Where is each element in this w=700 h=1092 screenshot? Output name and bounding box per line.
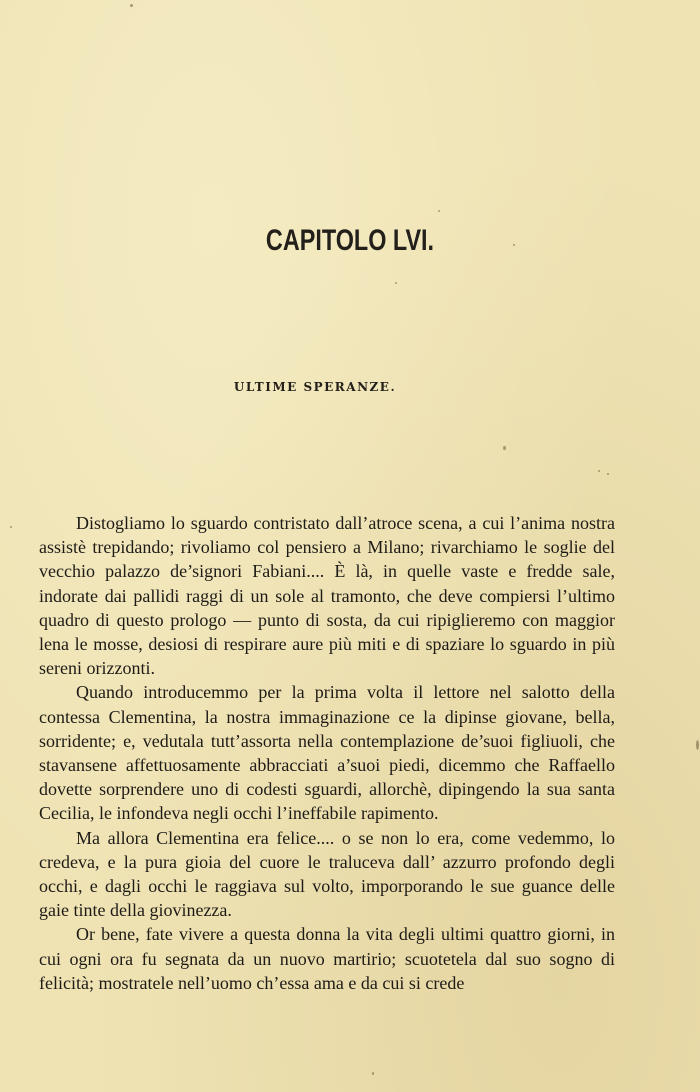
paragraph-3: Ma allora Clementina era felice.... o se non lo era, come vedemmo, lo credeva, e la pura gioia del cuore le traluceva dall’ azzurro profondo degli occhi, e dagli occhi le raggiava sul volto, imporporando le sue guance delle gaie tinte della giovinezza. (39, 827, 615, 921)
chapter-subtitle: ULTIME SPERANZE. (233, 380, 397, 394)
paper-speck (696, 740, 699, 750)
paper-speck (130, 4, 133, 7)
paragraph-4: Or bene, fate vivere a questa donna la vita degli ultimi quattro giorni, in cui ogni ora fu segnata da un nuovo martirio; scuotetela dal suo sogno di felicità; mostratele nell’uomo ch’essa ama e da cui si crede (39, 924, 615, 993)
paper-speck (503, 446, 506, 450)
paper-speck (598, 470, 600, 472)
paper-speck (372, 1072, 374, 1075)
body-text (39, 511, 615, 995)
paper-speck (395, 282, 397, 284)
paragraph-2: Quando introducemmo per la prima volta il lettore nel salotto della contessa Clementina, la nostra immaginazione ce la dipinse giovane, bella, sorridente; e, vedutala tutt’assorta nella contemplazione de’suoi figliuoli, che stavansene affettuosamente abbracciati a’suoi piedi, dicemmo che Raffaello dovette sorprendere uno di codesti sguardi, allorchè, dipingendo la sua santa Cecilia, le infondeva negli occhi l’ineffabile rapimento. (39, 682, 615, 824)
paper-speck (607, 473, 609, 475)
paper-speck (438, 210, 440, 212)
chapter-title: CAPITOLO LVI. (265, 224, 435, 257)
paragraph-1: Distogliamo lo sguardo contristato dall’atroce scena, a cui l’anima nostra assistè trepidando; rivoliamo col pensiero a Milano; rivarchiamo le soglie del vecchio palazzo de’signori Fabiani.... È là, in quelle vaste e fredde sale, indorate dai pallidi raggi di un sole al tramonto, che deve compiersi l’ultimo quadro di questo prologo — punto di sosta, da cui ripiglieremo con maggior lena le mosse, desiosi di respirare aure più miti e di spaziare lo sguardo in più sereni orizzonti. (39, 513, 615, 679)
paper-speck (513, 244, 515, 246)
paper-speck (10, 526, 12, 528)
